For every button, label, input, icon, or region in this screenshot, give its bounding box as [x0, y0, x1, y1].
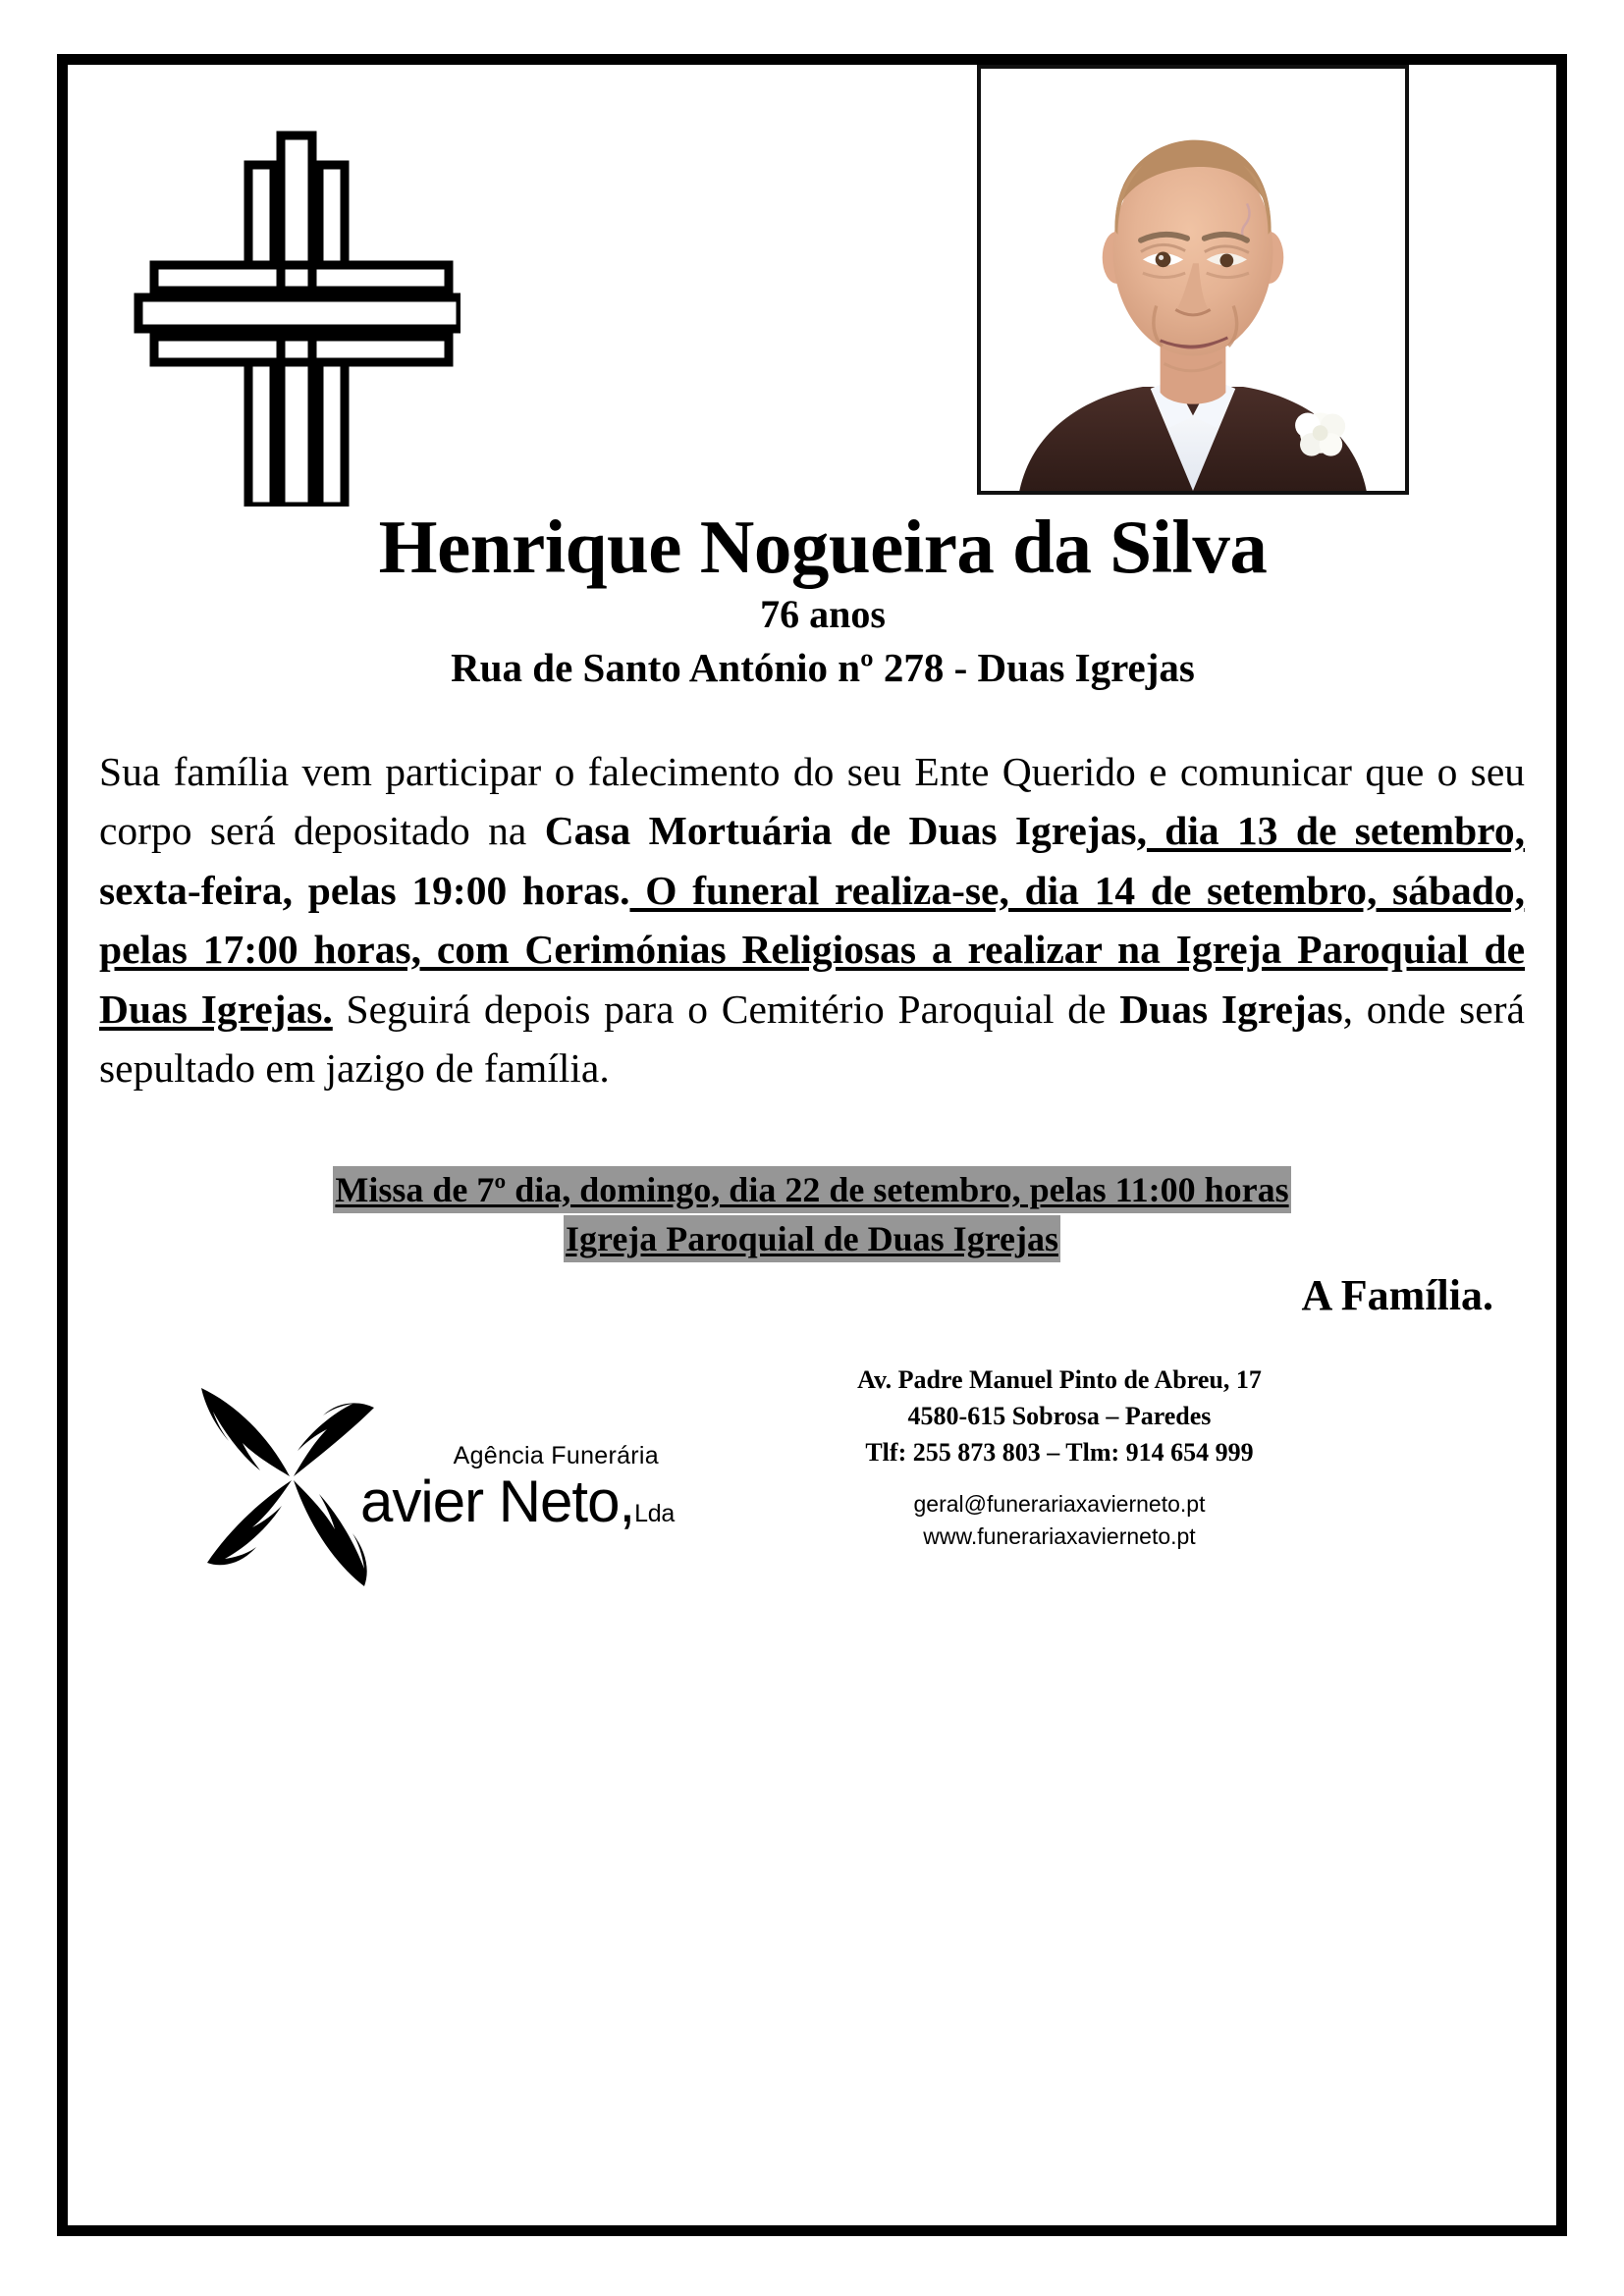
- agency-name-row: [360, 1468, 675, 1534]
- agency-name-suffix: Lda: [634, 1499, 675, 1527]
- seventh-day-mass-block: [99, 1166, 1525, 1262]
- agency-phone-line: Tlf: 255 873 803 – Tlm: 914 654 999: [865, 1437, 1254, 1467]
- christian-cross-icon: [127, 94, 460, 507]
- mass-line-2: Igreja Paroquial de Duas Igrejas: [564, 1215, 1060, 1262]
- deceased-address: Rua de Santo António nº 278 - Duas Igrejas: [451, 644, 1195, 690]
- announcement-period: .: [620, 867, 630, 913]
- announcement-cemetery-intro: Seguirá depois para o Cemitério Paroquial de: [332, 986, 1120, 1032]
- announcement-deposit-time: sexta-feira, pelas 19:00 horas: [99, 867, 621, 913]
- footer-area: [68, 1362, 1556, 1637]
- deceased-portrait-photo: [977, 65, 1409, 495]
- agency-address-line-2: 4580-615 Sobrosa – Paredes: [907, 1401, 1212, 1430]
- deceased-name: Henrique Nogueira da Silva: [378, 505, 1268, 589]
- page-border-frame: [57, 54, 1567, 2236]
- announcement-burial-end: , onde será sepultado em jazigo de família.: [99, 986, 1525, 1092]
- agency-website: www.funerariaxavierneto.pt: [923, 1522, 1196, 1549]
- announcement-funeral-details: O funeral realiza-se, dia 14 de setembro, sábado, pelas 17:00 horas, com Cerimónias Religiosas a realizar na Igreja Paroquial de Duas Igrejas.: [99, 867, 1525, 1032]
- agency-tagline: Agência Funerária: [453, 1442, 659, 1469]
- family-signature: A Família.: [1301, 1271, 1493, 1319]
- agency-email: geral@funerariaxavierneto.pt: [913, 1490, 1206, 1517]
- announcement-text: [99, 742, 1525, 1098]
- agency-logo-text: [360, 1442, 675, 1534]
- agency-name: avier Neto,: [360, 1468, 635, 1534]
- announcement-mortuary: Casa Mortuária de Duas Igrejas,: [544, 808, 1147, 854]
- mass-line-1-row: [99, 1166, 1525, 1213]
- agency-address-line-1: Av. Padre Manuel Pinto de Abreu, 17: [857, 1365, 1262, 1394]
- mass-line-2-row: [99, 1215, 1525, 1262]
- agency-logo: [195, 1370, 675, 1596]
- announcement-cemetery-place: Duas Igrejas: [1119, 986, 1343, 1032]
- agency-contact-block: [657, 1362, 1462, 1553]
- header-area: [68, 65, 1556, 507]
- mass-line-1: Missa de 7º dia, domingo, dia 22 de setembro, pelas 11:00 horas: [333, 1166, 1290, 1213]
- announcement-segment-intro: Sua família vem participar o falecimento do seu Ente Querido e comunicar que o seu corpo será depositado na: [99, 748, 1525, 854]
- name-block: [79, 505, 1567, 691]
- deceased-age: 76 anos: [760, 591, 886, 636]
- announcement-deposit-date: dia 13 de setembro,: [1146, 808, 1525, 854]
